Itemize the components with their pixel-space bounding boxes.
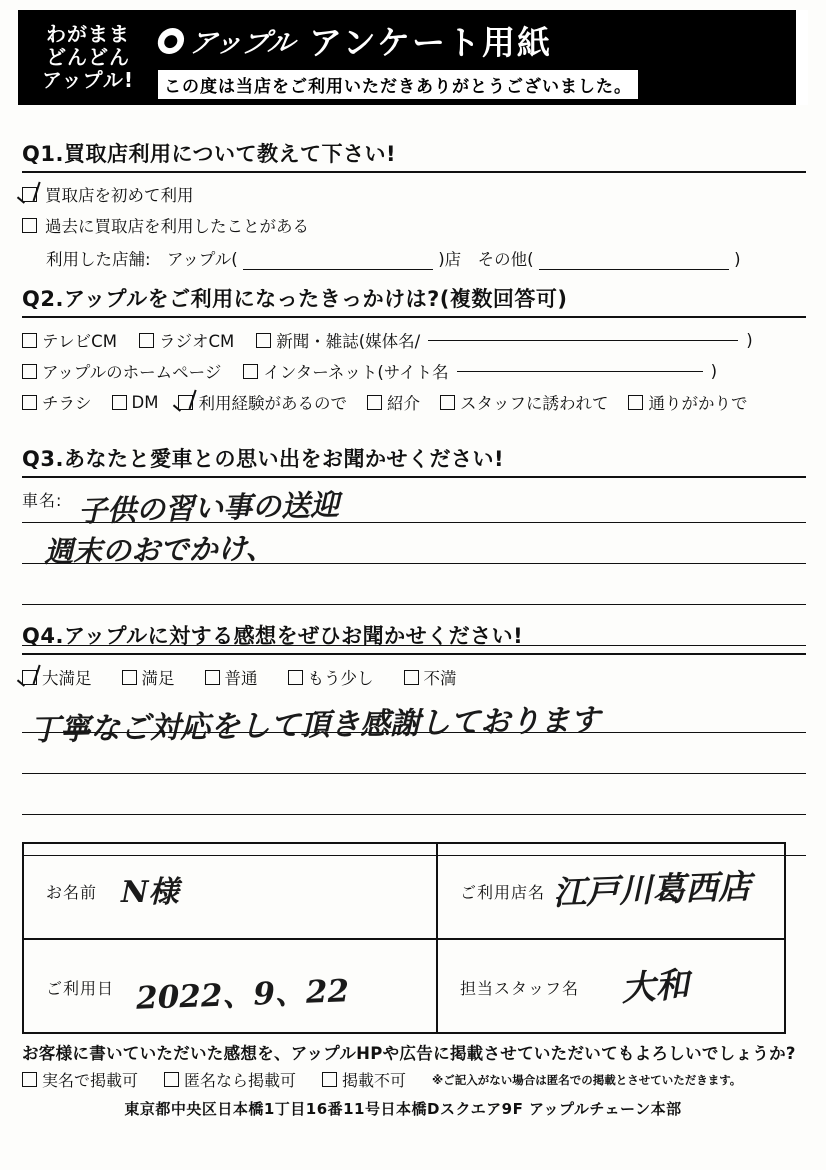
header-slogan-line-1: わがまま bbox=[46, 22, 130, 46]
company-address: 東京都中央区日本橋1丁目16番11号日本橋Dスクエア9F アップルチェーン本部 bbox=[124, 1100, 682, 1118]
q2-site-name-input[interactable] bbox=[457, 371, 703, 372]
q2-option-staff-label: スタッフに誘われて bbox=[459, 394, 609, 413]
footer-option-no-publish-label: 掲載不可 bbox=[342, 1071, 407, 1090]
q4-option-a-bit-more-label: もう少し bbox=[307, 669, 374, 688]
checkbox-q2-referral[interactable] bbox=[367, 395, 382, 410]
q2-option-dm-label: DM bbox=[131, 392, 159, 412]
info-cell-name[interactable] bbox=[24, 844, 438, 938]
q2-option-dm[interactable] bbox=[112, 393, 159, 412]
q1-title: Q1.買取店利用について教えて下さい! bbox=[22, 142, 397, 166]
q2-row1-suffix: ) bbox=[746, 330, 753, 350]
q2-option-tvcm-label: テレビCM bbox=[42, 332, 117, 351]
q1-store-mid: )店 その他( bbox=[438, 250, 534, 269]
q4-handwriting-line-1: 丁寧なご対応をして頂き感謝しております bbox=[29, 703, 601, 748]
q2-option-newspaper[interactable] bbox=[256, 328, 420, 352]
q4-options bbox=[22, 665, 806, 689]
checkbox-footer-anonymous[interactable] bbox=[164, 1072, 179, 1087]
q1-option-1-label: 買取店を初めて利用 bbox=[45, 186, 194, 205]
q2-option-experience-label: 利用経験があるので bbox=[198, 394, 347, 413]
q2-option-homepage-label: アップルのホームページ bbox=[42, 363, 222, 382]
footer-option-anonymous[interactable] bbox=[164, 1068, 296, 1091]
checkbox-q1-past-use[interactable] bbox=[22, 218, 37, 233]
footer-option-anonymous-label: 匿名なら掲載可 bbox=[184, 1071, 297, 1090]
checkbox-q1-first-use[interactable] bbox=[22, 187, 37, 202]
info-cell-date[interactable] bbox=[24, 940, 438, 1034]
q2-option-internet[interactable] bbox=[243, 359, 448, 383]
apple-logo-text: アップル bbox=[187, 27, 297, 59]
q1-option-2-label: 過去に買取店を利用したことがある bbox=[45, 217, 309, 236]
checkbox-q2-flyer[interactable] bbox=[22, 395, 37, 410]
q4-option-normal[interactable] bbox=[205, 665, 258, 689]
checkbox-footer-real-name[interactable] bbox=[22, 1072, 37, 1087]
q3-car-label: 車名: bbox=[22, 491, 63, 510]
q2-option-radiocm-label: ラジオCM bbox=[158, 332, 235, 351]
name-label: お名前 bbox=[46, 882, 98, 902]
staff-label: 担当スタッフ名 bbox=[460, 978, 580, 998]
question-1 bbox=[22, 138, 806, 270]
checkbox-q2-experience[interactable] bbox=[178, 395, 193, 410]
checkbox-q2-newspaper[interactable] bbox=[256, 333, 271, 348]
footer-option-no-publish[interactable] bbox=[322, 1068, 406, 1091]
header-subtitle: この度は当店をご利用いただきありがとうございました。 bbox=[158, 70, 638, 99]
header-edge bbox=[796, 10, 808, 105]
q2-option-tvcm[interactable] bbox=[22, 328, 117, 352]
info-cell-staff[interactable] bbox=[438, 940, 784, 1034]
q4-option-satisfied[interactable] bbox=[122, 665, 175, 689]
q4-option-normal-label: 普通 bbox=[224, 669, 258, 688]
q4-option-satisfied-label: 満足 bbox=[141, 669, 175, 688]
q2-row-2 bbox=[22, 359, 806, 383]
q4-title: Q4.アップルに対する感想をぜひお聞かせください! bbox=[22, 624, 524, 648]
q2-rule bbox=[22, 316, 806, 318]
checkbox-q2-homepage[interactable] bbox=[22, 364, 37, 379]
q1-store-prefix: 利用した店舗: アップル( bbox=[46, 250, 238, 269]
footer-option-real-name-label: 実名で掲載可 bbox=[42, 1071, 139, 1090]
q2-option-internet-label: インターネット(サイト名 bbox=[263, 363, 449, 382]
q3-title: Q3.あなたと愛車との思い出をお聞かせください! bbox=[22, 447, 505, 471]
q2-row-3 bbox=[22, 390, 806, 414]
q2-option-flyer[interactable] bbox=[22, 390, 92, 414]
q3-line-3[interactable] bbox=[22, 564, 806, 605]
q1-store-suffix: ) bbox=[734, 250, 741, 269]
q4-rule bbox=[22, 653, 806, 655]
footer-option-real-name[interactable] bbox=[22, 1068, 138, 1091]
q4-option-dissatisfied-label: 不満 bbox=[423, 669, 457, 688]
q2-option-flyer-label: チラシ bbox=[42, 394, 92, 413]
staff-value: 大和 bbox=[619, 964, 691, 1009]
checkbox-q4-normal[interactable] bbox=[205, 670, 220, 685]
q2-option-referral[interactable] bbox=[367, 390, 420, 414]
question-3 bbox=[22, 443, 806, 478]
info-row-2 bbox=[24, 940, 784, 1034]
q1-store-line bbox=[46, 246, 806, 270]
q2-row-1 bbox=[22, 328, 806, 352]
checkbox-q2-internet[interactable] bbox=[243, 364, 258, 379]
checkbox-q2-tvcm[interactable] bbox=[22, 333, 37, 348]
sheet-title: アンケート用紙 bbox=[309, 22, 553, 62]
checkbox-q4-a-bit-more[interactable] bbox=[288, 670, 303, 685]
q2-option-passerby[interactable] bbox=[628, 390, 747, 414]
store-label: ご利用店名 bbox=[460, 882, 546, 902]
question-4 bbox=[22, 620, 806, 689]
q3-handwriting-line-1: 子供の習い事の送迎 bbox=[77, 487, 340, 529]
checkbox-q4-satisfied[interactable] bbox=[122, 670, 137, 685]
q2-option-staff[interactable] bbox=[440, 390, 609, 414]
q2-option-experience[interactable] bbox=[178, 390, 347, 414]
header-slogan bbox=[18, 10, 158, 105]
q1-store-other-input[interactable] bbox=[539, 269, 729, 270]
q2-option-passerby-label: 通りがかりで bbox=[648, 394, 748, 413]
customer-info-box bbox=[22, 842, 786, 1034]
footer-small-note: ※ご記入がない場合は匿名での掲載とさせていただきます。 bbox=[432, 1072, 742, 1087]
publish-consent-options bbox=[22, 1068, 806, 1091]
question-2 bbox=[22, 283, 806, 414]
checkbox-q2-dm[interactable] bbox=[112, 395, 127, 410]
sheet-header bbox=[18, 10, 808, 105]
q2-row2-suffix: ) bbox=[710, 361, 718, 381]
q2-option-newspaper-label: 新聞・雑誌(媒体名/ bbox=[276, 332, 421, 351]
q3-handwriting-line-2: 週末のおでかけ、 bbox=[43, 530, 275, 570]
checkbox-q2-staff[interactable] bbox=[440, 395, 455, 410]
header-slogan-line-3: アップル! bbox=[42, 68, 134, 92]
publish-consent-note: お客様に書いていただいた感想を、アップルHPや広告に掲載させていただいてもよろしいでしょうか? bbox=[22, 1044, 796, 1063]
q2-option-radiocm[interactable] bbox=[139, 328, 234, 352]
info-cell-store[interactable] bbox=[438, 844, 784, 938]
info-row-1 bbox=[24, 844, 784, 940]
q2-media-name-input[interactable] bbox=[428, 340, 738, 341]
checkbox-q2-radiocm[interactable] bbox=[139, 333, 154, 348]
date-label: ご利用日 bbox=[46, 978, 115, 998]
q1-option-2[interactable] bbox=[22, 213, 806, 237]
store-value: 江戸川葛西店 bbox=[552, 866, 752, 912]
checkbox-q4-very-satisfied[interactable] bbox=[22, 670, 37, 685]
q4-option-a-bit-more[interactable] bbox=[288, 665, 374, 689]
date-value: 2022、9、22 bbox=[135, 972, 350, 1017]
apple-logo bbox=[155, 21, 298, 60]
q4-option-dissatisfied[interactable] bbox=[404, 665, 457, 689]
apple-mark-icon: ● bbox=[156, 27, 186, 53]
q3-rule bbox=[22, 476, 806, 478]
checkbox-footer-no-publish[interactable] bbox=[322, 1072, 337, 1087]
q1-option-1[interactable] bbox=[22, 182, 806, 206]
header-slogan-line-2: どんどん bbox=[46, 45, 130, 69]
header-main bbox=[158, 10, 796, 105]
q4-option-very-satisfied-label: 大満足 bbox=[42, 669, 92, 688]
q1-store-apple-input[interactable] bbox=[243, 269, 433, 270]
name-value: N様 bbox=[121, 875, 179, 910]
q4-line-3[interactable] bbox=[22, 774, 806, 815]
q2-option-homepage[interactable] bbox=[22, 359, 221, 383]
q1-rule bbox=[22, 171, 806, 173]
q2-title: Q2.アップルをご利用になったきっかけは?(複数回答可) bbox=[22, 287, 568, 311]
checkbox-q4-dissatisfied[interactable] bbox=[404, 670, 419, 685]
q2-option-referral-label: 紹介 bbox=[386, 394, 420, 413]
checkbox-q2-passerby[interactable] bbox=[628, 395, 643, 410]
q4-option-very-satisfied[interactable] bbox=[22, 665, 92, 689]
